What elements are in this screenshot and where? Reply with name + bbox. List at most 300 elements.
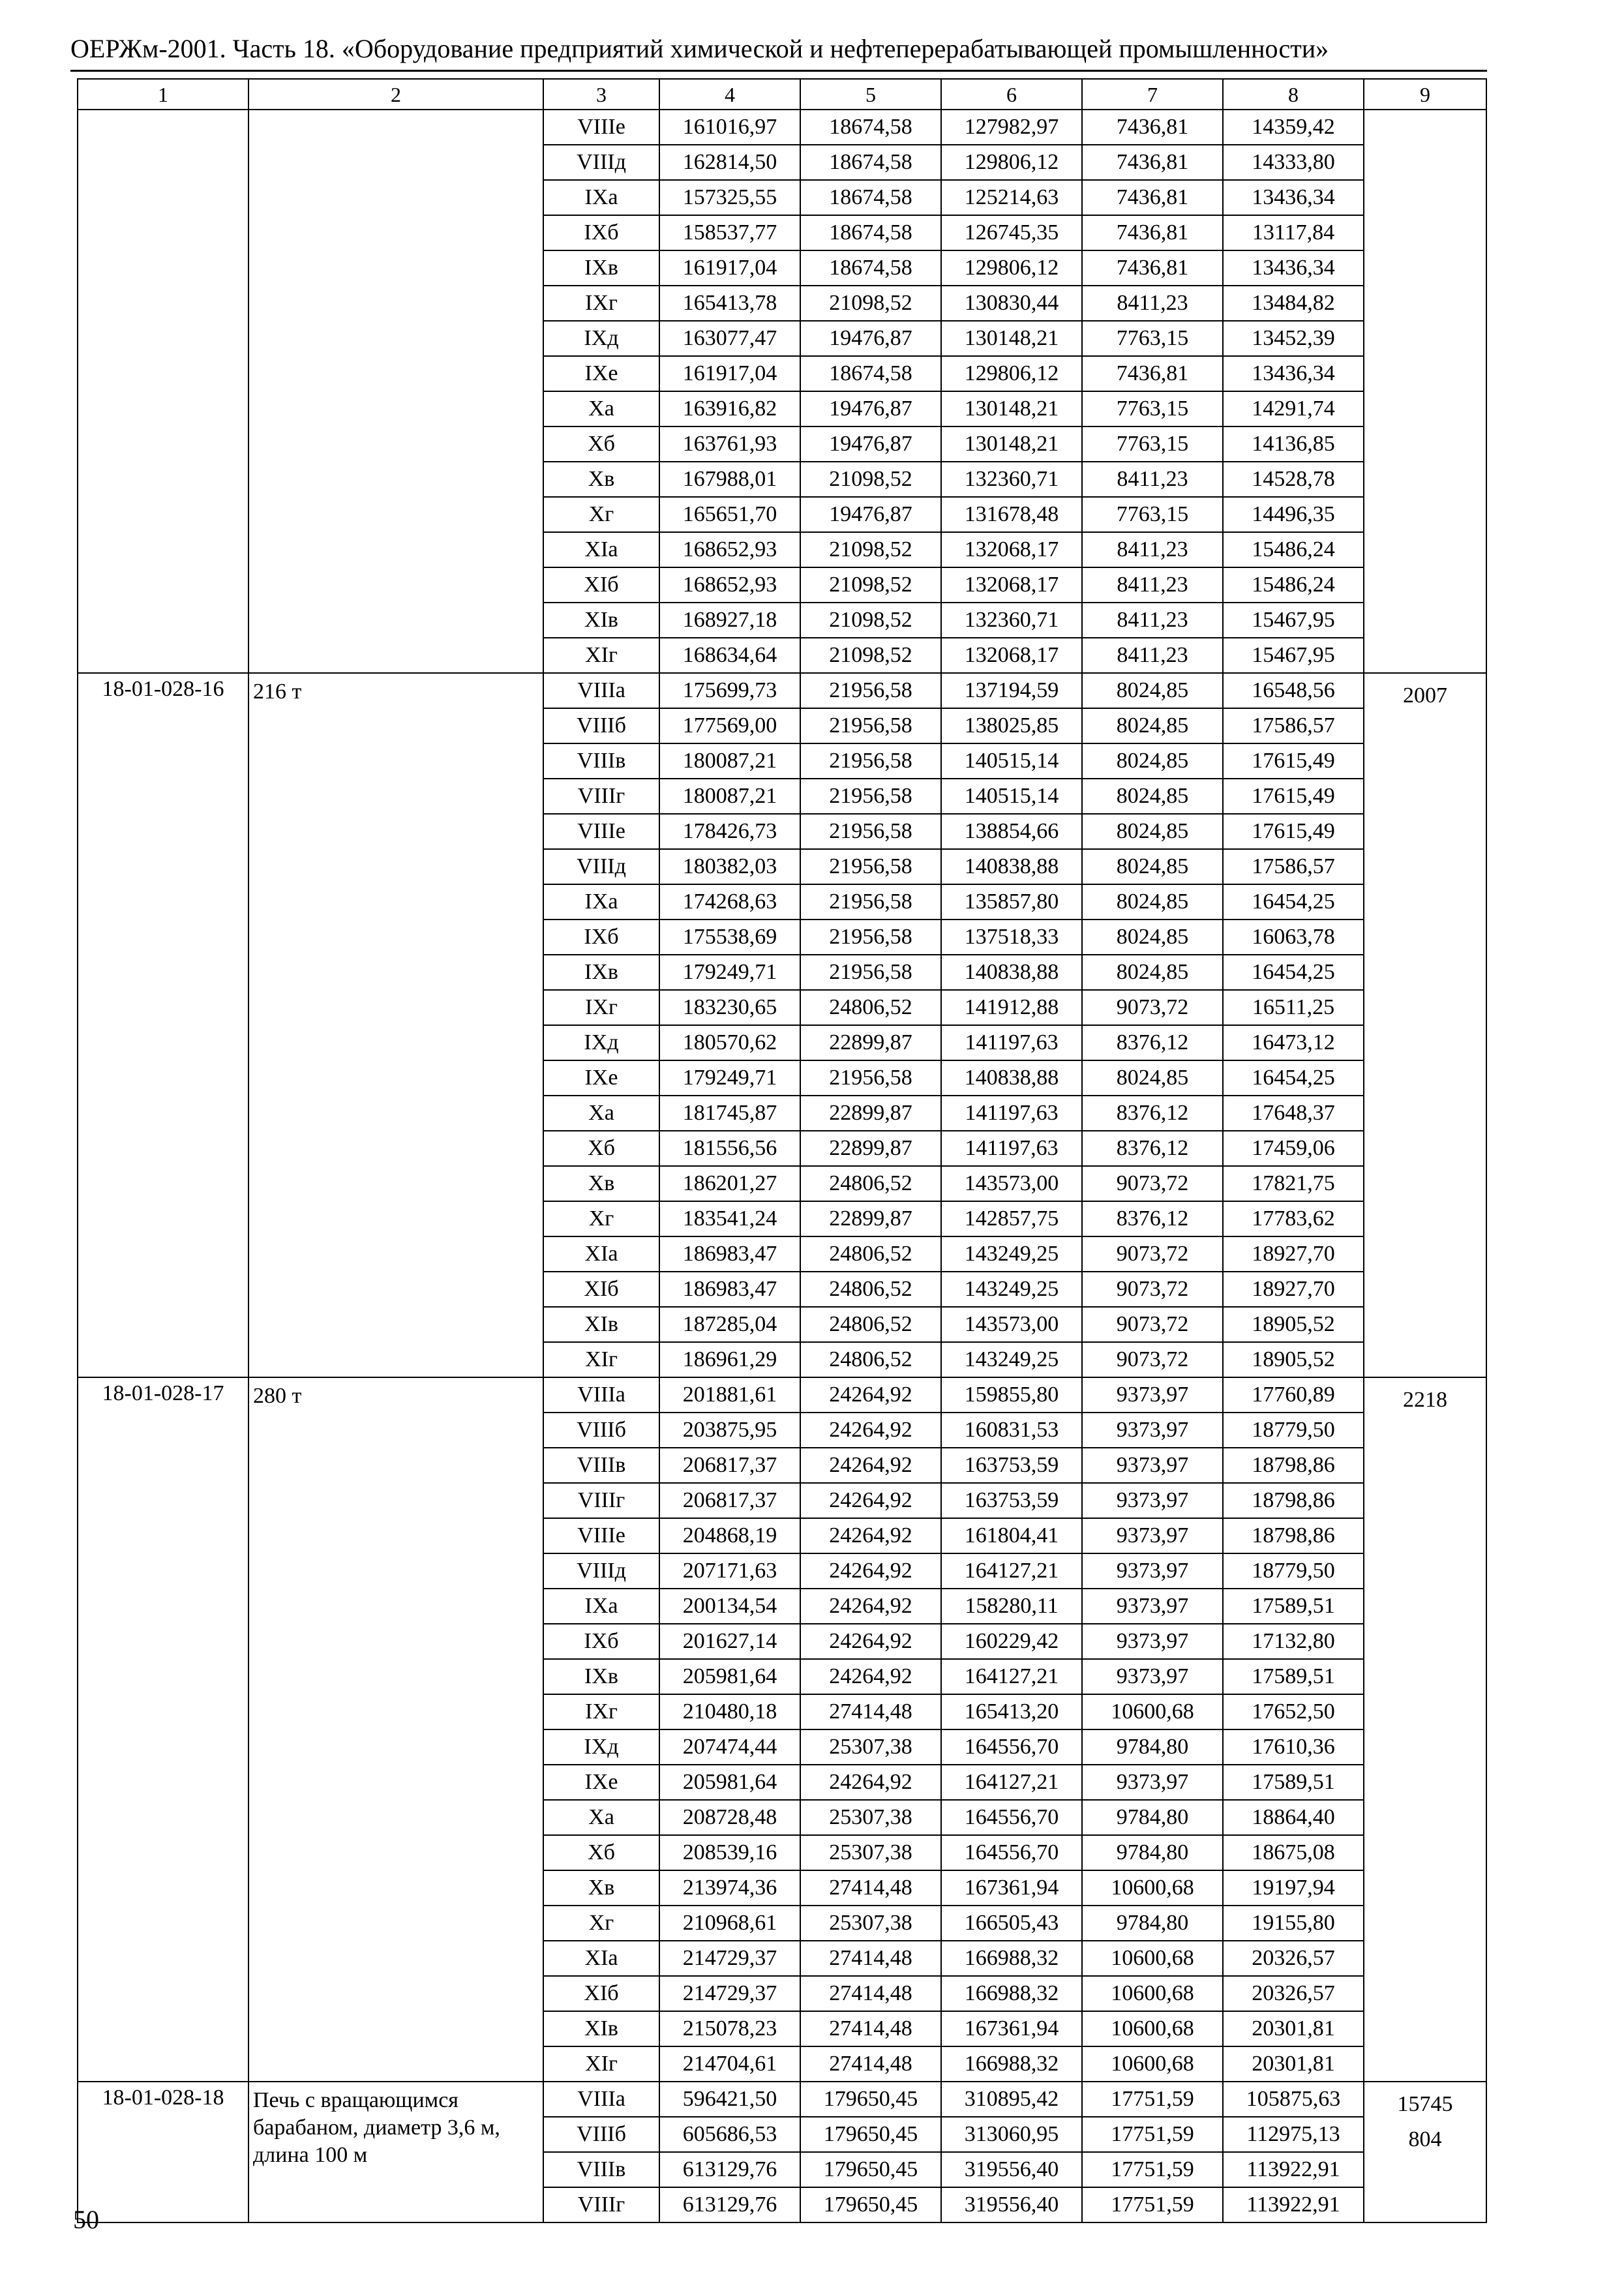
value-cell: 143573,00 (941, 1307, 1082, 1342)
value-cell: 17751,59 (1082, 2152, 1223, 2187)
value-cell: 24806,52 (800, 1272, 941, 1307)
value-cell: 163077,47 (659, 321, 800, 356)
value-cell: 16454,25 (1223, 955, 1364, 990)
item-code-cell: 18-01-028-18 (78, 2082, 248, 2222)
zone-cell: XIб (543, 1272, 659, 1307)
value-cell: 17615,49 (1223, 743, 1364, 779)
value-cell: 19476,87 (800, 497, 941, 532)
value-cell: 164127,21 (941, 1659, 1082, 1694)
value-cell: 142857,75 (941, 1201, 1082, 1236)
item-name-cell: Печь с вращающимся барабаном, диаметр 3,6 м, длина 100 м (248, 2082, 543, 2222)
value-cell: 10600,68 (1082, 2011, 1223, 2046)
value-cell: 17821,75 (1223, 1166, 1364, 1201)
value-cell: 183230,65 (659, 990, 800, 1025)
value-cell: 27414,48 (800, 1941, 941, 1976)
value-cell: 24264,92 (800, 1624, 941, 1659)
value-cell: 179249,71 (659, 955, 800, 990)
value-cell: 130830,44 (941, 286, 1082, 321)
value-cell: 16454,25 (1223, 1060, 1364, 1096)
zone-cell: XIа (543, 1941, 659, 1976)
value-cell: 167361,94 (941, 1870, 1082, 1906)
table-row (78, 1377, 1486, 1413)
value-cell: 14359,42 (1223, 110, 1364, 145)
value-cell: 131678,48 (941, 497, 1082, 532)
value-cell: 14496,35 (1223, 497, 1364, 532)
page-header-title: ОЕРЖм-2001. Часть 18. «Оборудование предприятий химической и нефтеперерабатывающей промышленности» (70, 34, 1329, 63)
value-cell: 18927,70 (1223, 1272, 1364, 1307)
zone-cell: XIв (543, 603, 659, 638)
value-cell: 25307,38 (800, 1906, 941, 1941)
extra-value-line: 15745 (1397, 2092, 1453, 2116)
value-cell: 10600,68 (1082, 1694, 1223, 1729)
column-number-row (78, 79, 1486, 110)
value-cell: 15467,95 (1223, 603, 1364, 638)
value-cell: 137194,59 (941, 673, 1082, 708)
value-cell: 179249,71 (659, 1060, 800, 1096)
value-cell: 126745,35 (941, 215, 1082, 250)
value-cell: 16454,25 (1223, 884, 1364, 920)
zone-cell: IXб (543, 920, 659, 955)
value-cell: 20301,81 (1223, 2011, 1364, 2046)
value-cell: 17783,62 (1223, 1201, 1364, 1236)
value-cell: 21098,52 (800, 638, 941, 673)
zone-cell: VIIIд (543, 849, 659, 884)
zone-cell: XIб (543, 567, 659, 603)
value-cell: 27414,48 (800, 1870, 941, 1906)
table-row (78, 673, 1486, 708)
value-cell: 22899,87 (800, 1201, 941, 1236)
value-cell: 113922,91 (1223, 2152, 1364, 2187)
value-cell: 132068,17 (941, 567, 1082, 603)
value-cell: 13436,34 (1223, 250, 1364, 286)
zone-cell: IXа (543, 180, 659, 215)
value-cell: 165413,20 (941, 1694, 1082, 1729)
value-cell: 17751,59 (1082, 2117, 1223, 2152)
value-cell: 180087,21 (659, 743, 800, 779)
zone-cell: IXв (543, 955, 659, 990)
zone-cell: VIIIв (543, 2152, 659, 2187)
value-cell: 21098,52 (800, 462, 941, 497)
value-cell: 179650,45 (800, 2187, 941, 2222)
value-cell: 159855,80 (941, 1377, 1082, 1413)
value-cell: 163916,82 (659, 391, 800, 426)
value-cell: 8411,23 (1082, 603, 1223, 638)
zone-cell: Xа (543, 1096, 659, 1131)
value-cell: 166988,32 (941, 2046, 1082, 2082)
value-cell: 204868,19 (659, 1518, 800, 1553)
value-cell: 9784,80 (1082, 1906, 1223, 1941)
extra-value-line: 2007 (1403, 683, 1447, 708)
value-cell: 24806,52 (800, 1166, 941, 1201)
value-cell: 105875,63 (1223, 2082, 1364, 2117)
value-cell: 214729,37 (659, 1976, 800, 2011)
zone-cell: IXа (543, 1589, 659, 1624)
value-cell: 210480,18 (659, 1694, 800, 1729)
zone-cell: XIг (543, 1342, 659, 1377)
zone-cell: IXд (543, 1729, 659, 1765)
value-cell: 203875,95 (659, 1413, 800, 1448)
value-cell: 207171,63 (659, 1553, 800, 1589)
value-cell: 130148,21 (941, 426, 1082, 462)
value-cell: 17586,57 (1223, 708, 1364, 743)
value-cell: 605686,53 (659, 2117, 800, 2152)
value-cell: 319556,40 (941, 2152, 1082, 2187)
value-cell: 27414,48 (800, 2046, 941, 2082)
value-cell: 181556,56 (659, 1131, 800, 1166)
zone-cell: VIIIа (543, 1377, 659, 1413)
value-cell: 9373,97 (1082, 1659, 1223, 1694)
page-number: 50 (73, 2205, 99, 2234)
value-cell: 7763,15 (1082, 497, 1223, 532)
value-cell: 13452,39 (1223, 321, 1364, 356)
value-cell: 201881,61 (659, 1377, 800, 1413)
value-cell: 7436,81 (1082, 180, 1223, 215)
value-cell: 140838,88 (941, 1060, 1082, 1096)
value-cell: 24264,92 (800, 1518, 941, 1553)
value-cell: 7763,15 (1082, 391, 1223, 426)
value-cell: 17586,57 (1223, 849, 1364, 884)
extra-value-cell (1364, 2082, 1486, 2222)
price-table-body (78, 79, 1486, 2222)
table-row (78, 110, 1486, 145)
value-cell: 186961,29 (659, 1342, 800, 1377)
value-cell: 143249,25 (941, 1342, 1082, 1377)
value-cell: 20326,57 (1223, 1941, 1364, 1976)
zone-cell: Xв (543, 1166, 659, 1201)
value-cell: 8024,85 (1082, 673, 1223, 708)
value-cell: 19476,87 (800, 321, 941, 356)
value-cell: 138854,66 (941, 814, 1082, 849)
value-cell: 596421,50 (659, 2082, 800, 2117)
value-cell: 180087,21 (659, 779, 800, 814)
value-cell: 129806,12 (941, 250, 1082, 286)
value-cell: 18674,58 (800, 110, 941, 145)
value-cell: 165413,78 (659, 286, 800, 321)
value-cell: 9784,80 (1082, 1800, 1223, 1835)
value-cell: 21956,58 (800, 920, 941, 955)
value-cell: 175699,73 (659, 673, 800, 708)
zone-cell: VIIIв (543, 1448, 659, 1483)
value-cell: 9073,72 (1082, 990, 1223, 1025)
zone-cell: IXв (543, 250, 659, 286)
value-cell: 174268,63 (659, 884, 800, 920)
item-name-cell: 216 т (248, 673, 543, 1377)
value-cell: 24264,92 (800, 1413, 941, 1448)
value-cell: 9373,97 (1082, 1448, 1223, 1483)
zone-cell: XIг (543, 2046, 659, 2082)
value-cell: 10600,68 (1082, 1976, 1223, 2011)
value-cell: 18674,58 (800, 250, 941, 286)
value-cell: 9373,97 (1082, 1377, 1223, 1413)
value-cell: 18905,52 (1223, 1342, 1364, 1377)
value-cell: 15486,24 (1223, 532, 1364, 567)
column-number: 2 (248, 79, 543, 110)
value-cell: 186983,47 (659, 1236, 800, 1272)
value-cell: 8376,12 (1082, 1025, 1223, 1060)
value-cell: 177569,00 (659, 708, 800, 743)
value-cell: 21098,52 (800, 567, 941, 603)
value-cell: 141197,63 (941, 1025, 1082, 1060)
value-cell: 186983,47 (659, 1272, 800, 1307)
value-cell: 24806,52 (800, 990, 941, 1025)
value-cell: 8024,85 (1082, 884, 1223, 920)
value-cell: 183541,24 (659, 1201, 800, 1236)
value-cell: 14333,80 (1223, 145, 1364, 180)
value-cell: 179650,45 (800, 2082, 941, 2117)
value-cell: 164556,70 (941, 1800, 1082, 1835)
value-cell: 313060,95 (941, 2117, 1082, 2152)
extra-value-cell (1364, 1377, 1486, 2082)
value-cell: 21956,58 (800, 955, 941, 990)
zone-cell: IXд (543, 321, 659, 356)
zone-cell: IXе (543, 356, 659, 391)
column-number: 8 (1223, 79, 1364, 110)
table-row (78, 2082, 1486, 2117)
value-cell: 21956,58 (800, 779, 941, 814)
value-cell: 161804,41 (941, 1518, 1082, 1553)
value-cell: 17615,49 (1223, 814, 1364, 849)
value-cell: 14136,85 (1223, 426, 1364, 462)
value-cell: 22899,87 (800, 1096, 941, 1131)
value-cell: 17589,51 (1223, 1765, 1364, 1800)
zone-cell: XIб (543, 1976, 659, 2011)
value-cell: 132068,17 (941, 532, 1082, 567)
value-cell: 207474,44 (659, 1729, 800, 1765)
item-code-cell: 18-01-028-16 (78, 673, 248, 1377)
value-cell: 130148,21 (941, 391, 1082, 426)
value-cell: 168652,93 (659, 567, 800, 603)
column-number: 4 (659, 79, 800, 110)
value-cell: 21956,58 (800, 743, 941, 779)
value-cell: 8024,85 (1082, 708, 1223, 743)
value-cell: 13484,82 (1223, 286, 1364, 321)
value-cell: 141912,88 (941, 990, 1082, 1025)
value-cell: 9073,72 (1082, 1342, 1223, 1377)
value-cell: 17652,50 (1223, 1694, 1364, 1729)
zone-cell: Xб (543, 1131, 659, 1166)
value-cell: 9373,97 (1082, 1553, 1223, 1589)
value-cell: 8411,23 (1082, 638, 1223, 673)
value-cell: 18674,58 (800, 180, 941, 215)
value-cell: 9373,97 (1082, 1413, 1223, 1448)
value-cell: 27414,48 (800, 1694, 941, 1729)
zone-cell: IXа (543, 884, 659, 920)
zone-cell: IXг (543, 1694, 659, 1729)
value-cell: 164127,21 (941, 1765, 1082, 1800)
value-cell: 175538,69 (659, 920, 800, 955)
value-cell: 15467,95 (1223, 638, 1364, 673)
value-cell: 10600,68 (1082, 1870, 1223, 1906)
value-cell: 179650,45 (800, 2152, 941, 2187)
value-cell: 24806,52 (800, 1307, 941, 1342)
column-number: 1 (78, 79, 248, 110)
value-cell: 21098,52 (800, 603, 941, 638)
value-cell: 19476,87 (800, 426, 941, 462)
value-cell: 24264,92 (800, 1659, 941, 1694)
value-cell: 206817,37 (659, 1448, 800, 1483)
value-cell: 8376,12 (1082, 1201, 1223, 1236)
value-cell: 125214,63 (941, 180, 1082, 215)
value-cell: 9373,97 (1082, 1518, 1223, 1553)
value-cell: 17610,36 (1223, 1729, 1364, 1765)
value-cell: 8411,23 (1082, 286, 1223, 321)
header-divider (70, 70, 1487, 72)
value-cell: 180570,62 (659, 1025, 800, 1060)
zone-cell: IXг (543, 286, 659, 321)
value-cell: 9073,72 (1082, 1236, 1223, 1272)
zone-cell: IXе (543, 1060, 659, 1096)
value-cell: 17459,06 (1223, 1131, 1364, 1166)
zone-cell: IXе (543, 1765, 659, 1800)
price-table (77, 78, 1487, 2223)
value-cell: 21098,52 (800, 286, 941, 321)
value-cell: 7436,81 (1082, 215, 1223, 250)
value-cell: 9373,97 (1082, 1624, 1223, 1659)
value-cell: 7436,81 (1082, 145, 1223, 180)
zone-cell: VIIIб (543, 1413, 659, 1448)
value-cell: 9373,97 (1082, 1589, 1223, 1624)
value-cell: 166988,32 (941, 1941, 1082, 1976)
value-cell: 24264,92 (800, 1553, 941, 1589)
value-cell: 205981,64 (659, 1765, 800, 1800)
column-number: 3 (543, 79, 659, 110)
zone-cell: IXб (543, 1624, 659, 1659)
value-cell: 10600,68 (1082, 2046, 1223, 2082)
value-cell: 200134,54 (659, 1589, 800, 1624)
value-cell: 162814,50 (659, 145, 800, 180)
value-cell: 17615,49 (1223, 779, 1364, 814)
extra-value-cell (1364, 673, 1486, 1377)
zone-cell: XIв (543, 2011, 659, 2046)
value-cell: 14291,74 (1223, 391, 1364, 426)
value-cell: 206817,37 (659, 1483, 800, 1518)
value-cell: 127982,97 (941, 110, 1082, 145)
value-cell: 15486,24 (1223, 567, 1364, 603)
value-cell: 319556,40 (941, 2187, 1082, 2222)
zone-cell: XIа (543, 1236, 659, 1272)
value-cell: 160831,53 (941, 1413, 1082, 1448)
value-cell: 8411,23 (1082, 567, 1223, 603)
zone-cell: VIIIг (543, 779, 659, 814)
value-cell: 167361,94 (941, 2011, 1082, 2046)
value-cell: 132360,71 (941, 603, 1082, 638)
value-cell: 9784,80 (1082, 1729, 1223, 1765)
value-cell: 9784,80 (1082, 1835, 1223, 1870)
zone-cell: VIIIд (543, 145, 659, 180)
value-cell: 143249,25 (941, 1236, 1082, 1272)
value-cell: 112975,13 (1223, 2117, 1364, 2152)
value-cell: 187285,04 (659, 1307, 800, 1342)
value-cell: 21956,58 (800, 814, 941, 849)
extra-value-cell (1364, 110, 1486, 673)
value-cell: 13117,84 (1223, 215, 1364, 250)
value-cell: 164127,21 (941, 1553, 1082, 1589)
column-number: 5 (800, 79, 941, 110)
value-cell: 13436,34 (1223, 356, 1364, 391)
zone-cell: VIIIе (543, 814, 659, 849)
value-cell: 8411,23 (1082, 462, 1223, 497)
value-cell: 24806,52 (800, 1236, 941, 1272)
value-cell: 25307,38 (800, 1729, 941, 1765)
value-cell: 18798,86 (1223, 1518, 1364, 1553)
value-cell: 167988,01 (659, 462, 800, 497)
item-code-cell (78, 110, 248, 673)
value-cell: 132068,17 (941, 638, 1082, 673)
value-cell: 24264,92 (800, 1377, 941, 1413)
value-cell: 7436,81 (1082, 356, 1223, 391)
value-cell: 158537,77 (659, 215, 800, 250)
value-cell: 205981,64 (659, 1659, 800, 1694)
value-cell: 18675,08 (1223, 1835, 1364, 1870)
value-cell: 16548,56 (1223, 673, 1364, 708)
item-code-cell: 18-01-028-17 (78, 1377, 248, 2082)
value-cell: 7763,15 (1082, 321, 1223, 356)
value-cell: 24264,92 (800, 1483, 941, 1518)
value-cell: 16473,12 (1223, 1025, 1364, 1060)
zone-cell: VIIIб (543, 708, 659, 743)
value-cell: 14528,78 (1223, 462, 1364, 497)
value-cell: 9073,72 (1082, 1166, 1223, 1201)
value-cell: 18905,52 (1223, 1307, 1364, 1342)
zone-cell: Xв (543, 1870, 659, 1906)
zone-cell: VIIIв (543, 743, 659, 779)
value-cell: 7763,15 (1082, 426, 1223, 462)
value-cell: 214729,37 (659, 1941, 800, 1976)
value-cell: 22899,87 (800, 1131, 941, 1166)
value-cell: 8024,85 (1082, 955, 1223, 990)
value-cell: 166505,43 (941, 1906, 1082, 1941)
value-cell: 179650,45 (800, 2117, 941, 2152)
zone-cell: VIIIе (543, 1518, 659, 1553)
value-cell: 8376,12 (1082, 1131, 1223, 1166)
value-cell: 157325,55 (659, 180, 800, 215)
value-cell: 27414,48 (800, 1976, 941, 2011)
zone-cell: Xа (543, 391, 659, 426)
zone-cell: Xб (543, 426, 659, 462)
zone-cell: Xв (543, 462, 659, 497)
value-cell: 140838,88 (941, 849, 1082, 884)
value-cell: 164556,70 (941, 1835, 1082, 1870)
zone-cell: VIIIг (543, 1483, 659, 1518)
value-cell: 9373,97 (1082, 1765, 1223, 1800)
value-cell: 18927,70 (1223, 1236, 1364, 1272)
value-cell: 20301,81 (1223, 2046, 1364, 2082)
value-cell: 19155,80 (1223, 1906, 1364, 1941)
value-cell: 141197,63 (941, 1131, 1082, 1166)
zone-cell: VIIIб (543, 2117, 659, 2152)
value-cell: 113922,91 (1223, 2187, 1364, 2222)
value-cell: 168634,64 (659, 638, 800, 673)
value-cell: 140838,88 (941, 955, 1082, 990)
zone-cell: IXв (543, 1659, 659, 1694)
value-cell: 208539,16 (659, 1835, 800, 1870)
value-cell: 18864,40 (1223, 1800, 1364, 1835)
value-cell: 10600,68 (1082, 1941, 1223, 1976)
value-cell: 180382,03 (659, 849, 800, 884)
value-cell: 141197,63 (941, 1096, 1082, 1131)
value-cell: 138025,85 (941, 708, 1082, 743)
value-cell: 208728,48 (659, 1800, 800, 1835)
value-cell: 181745,87 (659, 1096, 800, 1131)
value-cell: 613129,76 (659, 2187, 800, 2222)
value-cell: 168652,93 (659, 532, 800, 567)
value-cell: 19197,94 (1223, 1870, 1364, 1906)
value-cell: 24264,92 (800, 1765, 941, 1800)
value-cell: 18779,50 (1223, 1553, 1364, 1589)
value-cell: 25307,38 (800, 1835, 941, 1870)
column-number: 9 (1364, 79, 1486, 110)
extra-value-line: 804 (1408, 2127, 1442, 2151)
